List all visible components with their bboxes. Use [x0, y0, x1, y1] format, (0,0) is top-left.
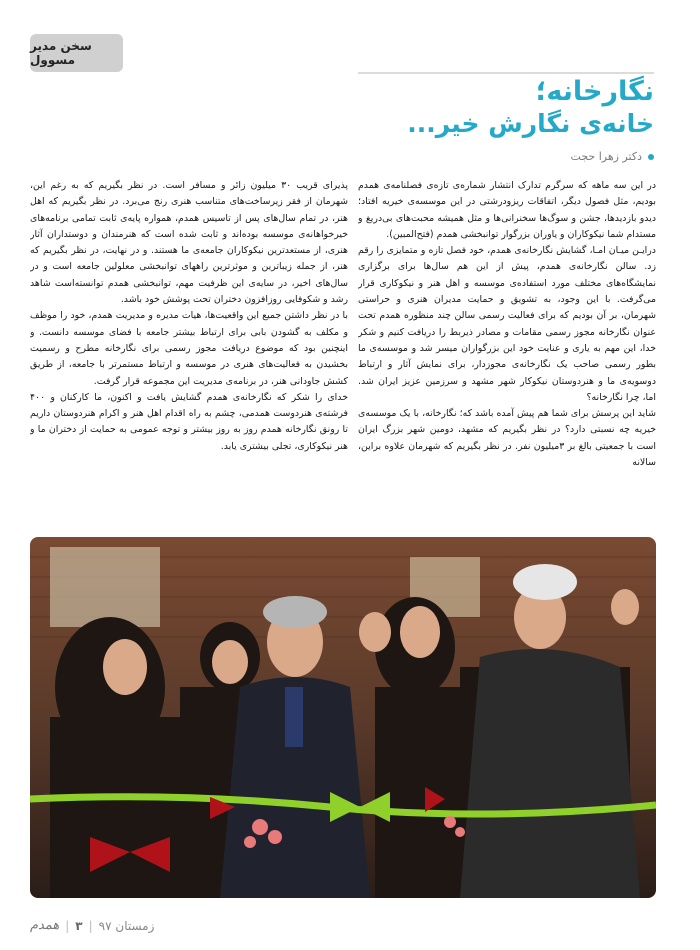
article-column-right: [358, 178, 656, 528]
article-column-left: [30, 178, 348, 528]
title-line-1: نگارخانه؛: [535, 76, 654, 107]
section-label: سخن مدیر مسوول: [30, 39, 92, 67]
paragraph: پذیرای قریب ۳۰ میلیون زائر و مسافر است. در نظر بگیریم که به رغم این، شهرمان از فقر زیرساخت‌های متناسب هنری رنج می‌برد. در نظر بگیریم که اهل هنر، در تمام سال‌های پس از تاسیس همدم، همواره پایه‌ی ثابت تمامی برنامه‌های خیرخواهانه‌ی موسسه بوده‌اند و ثابت شده است که هنرمندان و دوستداران آثار هنری، از مستعدترین نیکوکاران جامعه‌ی ما هستند. و در نهایت، در نظر بگیریم که هنر، از جمله زیباترین و موثرترین راههای توانبخشی معلولین جامعه است و در سال‌های اخیر، در سایه‌ی این ظرفیت مهم، توانبخشی همدم توانسته‌است شاهد رشد و شکوفایی روزافزون دختران تحت پوشش خود باشد.: [30, 180, 348, 306]
title-line-2: خانه‌ی نگارش خیر...: [407, 109, 654, 138]
page-footer: [30, 918, 154, 933]
page-number: ۳: [75, 918, 83, 933]
issue-label: زمستان ۹۷: [98, 918, 155, 933]
article-title: [358, 76, 654, 140]
footer-separator: |: [65, 918, 70, 933]
paragraph: با در نظر داشتن جمیع این واقعیت‌ها، هیات مدیره و مدیریت همدم، خود را موظف و مکلف به گشودن بابی برای ارتباط بیشتر جامعه با فضای موسسه دانست. و اینچنین بود که موضوع دریافت مجوز رسمی برای نگارخانه مطرح و رسمیت بخشیدن به فعالیت‌های هنری در موسسه و ارتباط مستمرتر با جامعه، از طریق کشش جاودانی هنر، در برنامه‌ی مدیریت این مجموعه قرار گرفت.: [30, 310, 348, 387]
author-byline: [358, 150, 654, 163]
author-name: دکتر زهرا حجت: [570, 150, 642, 163]
ribbon-cutting-photo: [30, 537, 656, 898]
bullet-icon: [648, 154, 654, 160]
paragraph: شاید این پرسش برای شما هم پیش آمده باشد که؛ نگارخانه، با یک موسسه‌ی خیریه چه نسبتی دارد؟ در نظر بگیریم که مشهد، دومین شهر بزرگ ایران است با جمعیتی بالغ بر ۳میلیون نفر. در نظر بگیریم که شهرمان علاوه براین، سالانه: [358, 408, 656, 469]
title-rule: [358, 72, 654, 74]
section-tab: [30, 34, 123, 72]
footer-separator: |: [88, 918, 93, 933]
paragraph: در این سه ماهه که سرگرم تدارک انتشار شماره‌ی تازه‌ی فصلنامه‌ی همدم بودیم، مثل فصول دیگر، اتفاقات ریزودرشتی در این موسسه‌ی خیریه افتاد؛ دیدو بازدیدها، جشن و سوگ‌ها سخنرانی‌ها و مثل همیشه محبت‌های بی‌دریغ و مستدام شما نیکوکاران و یاوران بزرگوار توانبخشی همدم (فتح‌المبین).: [358, 180, 656, 240]
magazine-logo: همدم: [30, 918, 60, 933]
paragraph: خدای را شکر که نگارخانه‌ی همدم گشایش یافت و اکنون، ما کارکنان و ۴۰۰ فرشته‌ی هنردوست همدمی، چشم به راه اقدام اهل هنر و اکرام هنردوستان داریم تا رونق نگارخانه همدم روز به روز بیشتر و توجه عمومی به حمایت از دختران ما و هنر نیکوکاری، تجلی بیشتری یابد.: [30, 391, 348, 452]
paragraph: درایـن میـان امـا، گشایش نگارخانه‌ی همدم، خود فصل تازه و متمایزی را رقم زد. سالن نگارخانه‌ی همدم، پیش از این هم سال‌ها برای برگزاری نمایشگاه‌های مختلف مورد استفاده‌ی موسسه و اهل هنر و نیکوکاری قرار می‌گرفت. با این وجود، به تشویق و حمایت مدیران هنری و حراستی شهرمان، بر آن بودیم که برای فعالیت رسمی سالن چند منظوره همدم تحت عنوان نگارخانه مجوز رسمی مقامات و مصادر ذیربط را دریافت کنیم و شکر خدا، این مهم به یاری و عنایت خود این بزرگواران میسر شد و موسسه‌ی ما بطور رسمی صاحب یک نگارخانه‌ی مجوزدار، برای نمایش آثار و ارتباط دوسویه‌ی ما و هنردوستان نیکوکار شهر مشهد و سرزمین عزیز ایران شد. اما، چرا نگارخانه؟: [358, 245, 656, 403]
